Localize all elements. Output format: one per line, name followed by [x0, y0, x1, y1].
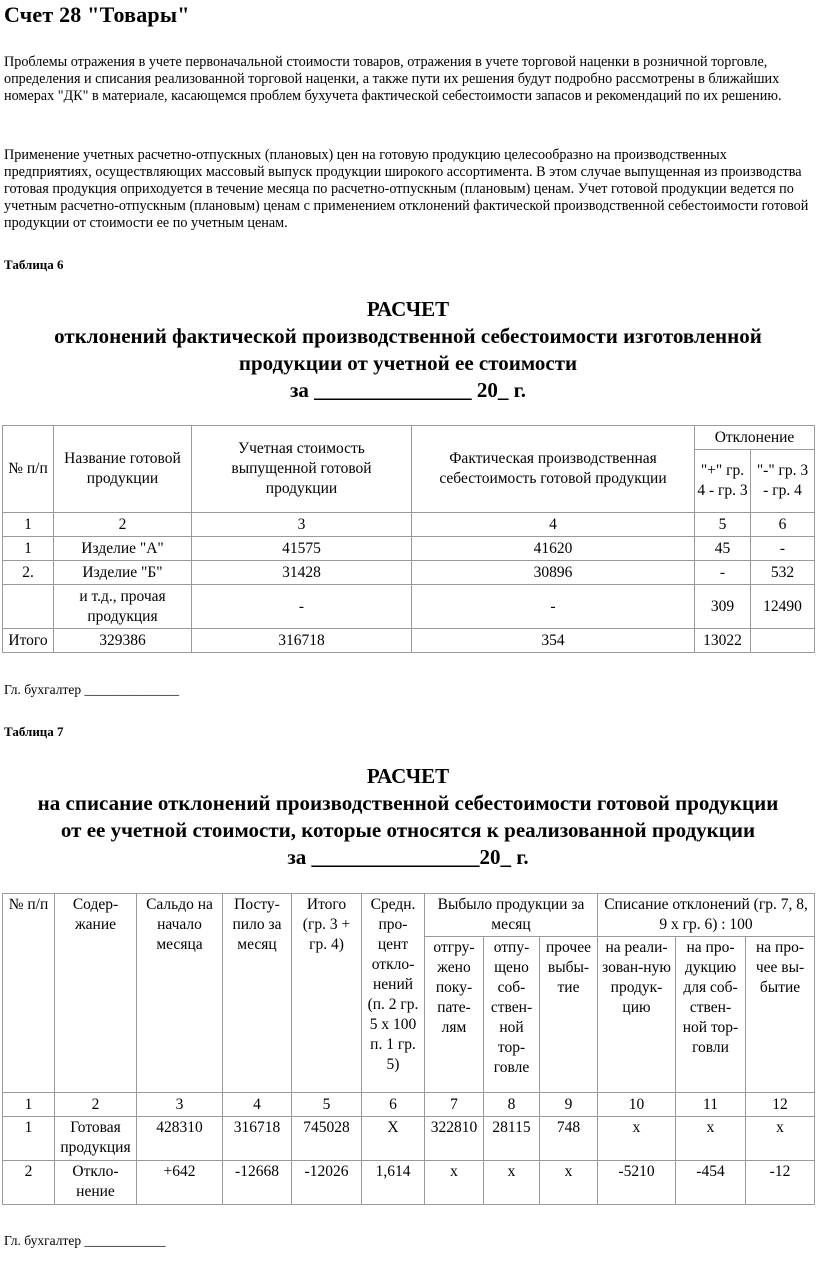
table7-cell: 748: [540, 1117, 598, 1161]
table7-header-total: Итого (гр. 3 + гр. 4): [292, 894, 362, 1093]
table7-header-other: прочее выбы-тие: [540, 937, 598, 1093]
table7-header-writeoff: Списание отклонений (гр. 7, 8, 9 х гр. 6) : 100: [598, 894, 815, 937]
table7-header-shipped: отгру-жено поку-пате-лям: [425, 937, 484, 1093]
table7-colnum: 8: [484, 1093, 540, 1117]
table7-cell: -12668: [223, 1161, 292, 1205]
table6-heading-line-2: отклонений фактической производственной себестоимости изготовленной: [54, 324, 762, 348]
table7-cell: x: [746, 1117, 815, 1161]
table7-cell: -12026: [292, 1161, 362, 1205]
table6-cell: -: [412, 585, 695, 629]
table6-total-cell: 329386: [54, 629, 192, 653]
table6-cell: 1: [3, 537, 54, 561]
table7-colnum: 7: [425, 1093, 484, 1117]
table7-heading-line-3: от ее учетной стоимости, которые относятся к реализованной продукции: [60, 818, 756, 842]
table7-cell: 2: [3, 1161, 55, 1205]
table6-cell: 2.: [3, 561, 54, 585]
table7-header-row: [3, 894, 815, 937]
table7-header-avg: Средн. про-цент откло-нений (п. 2 гр. 5 х 100 п. 1 гр. 5): [362, 894, 425, 1093]
table7-cell: 1: [3, 1117, 55, 1161]
table6-cell: -: [751, 537, 815, 561]
method-paragraph: Применение учетных расчетно-отпускных (плановых) цен на готовую продукцию целесообразно на производственных предприятиях, осуществляющих массовый выпуск продукции широкого ассортимента. В этом случае выпущенная из производства готовая продукция оприходуется в течение месяца по расчетно-отпускным (плановым) ценам. Учет готовой продукции ведется по учетным расчетно-отпускным (плановым) ценам с применением отклонений фактической производственной себестоимости готовой продукции от стоимости ее по учетным ценам.: [4, 147, 809, 231]
table7-cell: 745028: [292, 1117, 362, 1161]
table7-signature: Гл. бухгалтер ____________: [4, 1233, 166, 1248]
table7-header-disposed: Выбыло продукции за месяц: [425, 894, 598, 937]
table7-cell: x: [540, 1161, 598, 1205]
table7-header-content: Содер-жание: [55, 894, 137, 1093]
table7-colnum: 11: [676, 1093, 746, 1117]
table6-heading-line-3: продукции от учетной ее стоимости: [238, 351, 578, 375]
document-title: Счет 28 "Товары": [4, 2, 190, 27]
table6-header-account: Учетная стоимость выпущенной готовой продукции: [192, 426, 412, 513]
table7-cell: 1,614: [362, 1161, 425, 1205]
table6-cell: 41620: [412, 537, 695, 561]
table7-cell: x: [598, 1117, 676, 1161]
table7-cell: -5210: [598, 1161, 676, 1205]
table7-header-released: отпу-щено соб-ствен-ной тор-говле: [484, 937, 540, 1093]
table6-cell: [3, 585, 54, 629]
table6-heading: [0, 296, 816, 404]
table6-header-deviation: Отклонение: [695, 426, 815, 450]
table6-cell: -: [192, 585, 412, 629]
table6-colnum: 3: [192, 513, 412, 537]
table6-caption: Таблица 6: [4, 257, 64, 272]
table6-header-minus: "-" гр. 3 - гр. 4: [751, 450, 815, 513]
table7-header-num: № п/п: [3, 894, 55, 1093]
table6-cell: 309: [695, 585, 751, 629]
table-row: [3, 1117, 815, 1161]
table6-cell: 30896: [412, 561, 695, 585]
table6-total-cell: [751, 629, 815, 653]
table6-cell: 41575: [192, 537, 412, 561]
table7-colnum: 10: [598, 1093, 676, 1117]
table6-total-cell: 354: [412, 629, 695, 653]
table6-header-actual: Фактическая производственная себестоимость готовой продукции: [412, 426, 695, 513]
table6-total-row: [3, 629, 815, 653]
table7-colnum: 1: [3, 1093, 55, 1117]
table7-colnum-row: [3, 1093, 815, 1117]
table7-colnum: 5: [292, 1093, 362, 1117]
table7-cell: 316718: [223, 1117, 292, 1161]
table6-colnum: 5: [695, 513, 751, 537]
table7-header-received: Посту-пило за месяц: [223, 894, 292, 1093]
table7-cell: 428310: [137, 1117, 223, 1161]
table6-heading-line-4: за _______________ 20_ г.: [289, 378, 527, 402]
table7-heading-line-2: на списание отклонений производственной себестоимости готовой продукции: [37, 791, 779, 815]
table6-header-num: № п/п: [3, 426, 54, 513]
table7-colnum: 2: [55, 1093, 137, 1117]
table6-colnum: 6: [751, 513, 815, 537]
table6-colnum-row: [3, 513, 815, 537]
table6-cell: и т.д., прочая продукция: [54, 585, 192, 629]
table7-heading-line-1: РАСЧЕТ: [366, 764, 450, 788]
table7-colnum: 9: [540, 1093, 598, 1117]
table7-header-opening: Сальдо на начало месяца: [137, 894, 223, 1093]
table7-cell: x: [484, 1161, 540, 1205]
table6-total-cell: Итого: [3, 629, 54, 653]
table7-header-wo-trade: на про-дукцию для соб-ствен-ной тор-говли: [676, 937, 746, 1093]
table6-cell: 12490: [751, 585, 815, 629]
table7-colnum: 6: [362, 1093, 425, 1117]
table6-heading-line-1: РАСЧЕТ: [366, 297, 450, 321]
table7-cell: 28115: [484, 1117, 540, 1161]
table7-cell: +642: [137, 1161, 223, 1205]
table6-header-plus: "+" гр. 4 - гр. 3: [695, 450, 751, 513]
table7: [2, 893, 815, 1205]
table6-header-name: Название готовой продукции: [54, 426, 192, 513]
table6-cell: -: [695, 561, 751, 585]
table6-colnum: 4: [412, 513, 695, 537]
table6-colnum: 2: [54, 513, 192, 537]
table7-cell: Готовая продукция: [55, 1117, 137, 1161]
table-row: [3, 561, 815, 585]
intro-paragraph: Проблемы отражения в учете первоначальной стоимости товаров, отражения в учете торговой наценки в розничной торговле, определения и списания реализованной торговой наценки, а также пути их решения будут подробно рассмотрены в ближайших номерах "ДК" в материале, касающемся проблем бухучета фактической себестоимости запасов и рекомендаций по их решению.: [4, 54, 782, 104]
table6-cell: 45: [695, 537, 751, 561]
table7-colnum: 4: [223, 1093, 292, 1117]
table6-cell: 532: [751, 561, 815, 585]
table7-colnum: 3: [137, 1093, 223, 1117]
table6-cell: 31428: [192, 561, 412, 585]
table-row: [3, 585, 815, 629]
table-row: [3, 1161, 815, 1205]
table7-caption: Таблица 7: [4, 724, 64, 739]
table6-total-cell: 316718: [192, 629, 412, 653]
table7-heading-line-4: за ________________20_ г.: [287, 845, 529, 869]
table7-cell: -454: [676, 1161, 746, 1205]
table7-header-wo-sold: на реали-зован-ную продук-цию: [598, 937, 676, 1093]
table6-cell: Изделие "А": [54, 537, 192, 561]
table6-total-cell: 13022: [695, 629, 751, 653]
table6-cell: Изделие "Б": [54, 561, 192, 585]
table-row: [3, 537, 815, 561]
table7-cell: x: [676, 1117, 746, 1161]
table7-heading: [0, 763, 816, 871]
table7-header-wo-other: на про-чее вы-бытие: [746, 937, 815, 1093]
table7-cell: 322810: [425, 1117, 484, 1161]
table7-cell: x: [425, 1161, 484, 1205]
table6-header-row: [3, 426, 815, 450]
table7-colnum: 12: [746, 1093, 815, 1117]
table7-cell: -12: [746, 1161, 815, 1205]
table6: [2, 425, 815, 653]
table6-signature: Гл. бухгалтер ______________: [4, 682, 180, 697]
table7-cell: X: [362, 1117, 425, 1161]
table7-cell: Откло-нение: [55, 1161, 137, 1205]
table6-colnum: 1: [3, 513, 54, 537]
